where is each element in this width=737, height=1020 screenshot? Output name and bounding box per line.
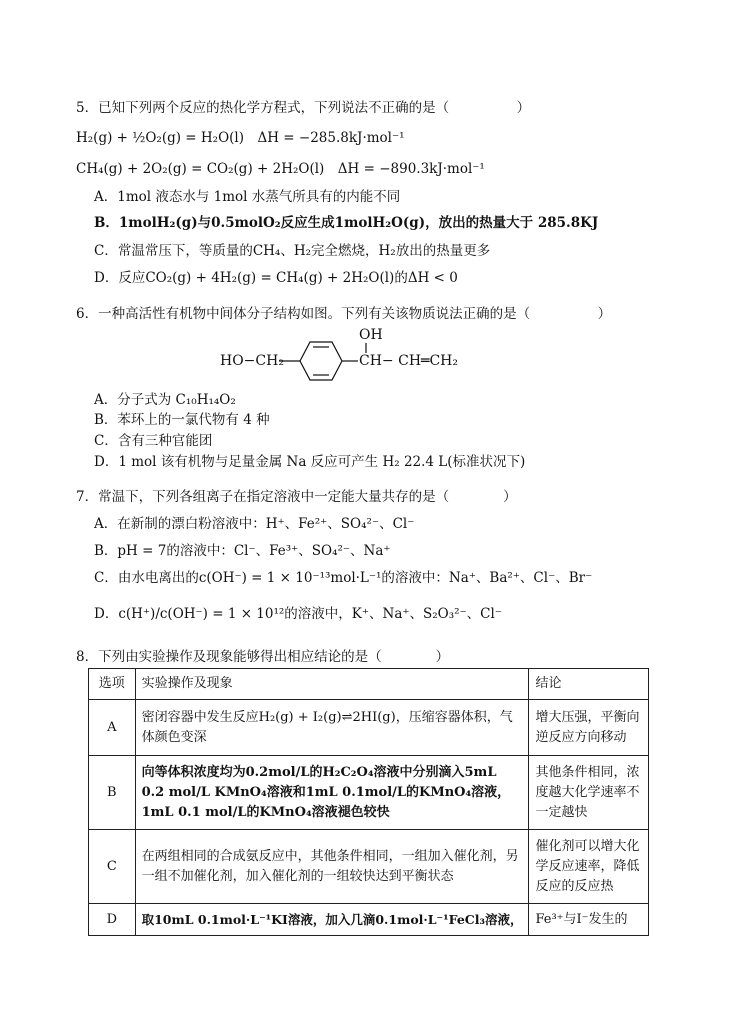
header-operation: 实验操作及现象 xyxy=(135,669,529,700)
q5-option-a: A．1mol 液态水与 1mol 水蒸气所具有的内能不同 xyxy=(94,189,401,205)
q7-option-c: C．由水电离出的c(OH⁻) = 1 × 10⁻¹³mol·L⁻¹的溶液中：Na⁺、Ba²⁺、Cl⁻、Br⁻ xyxy=(94,570,593,586)
q7-option-d: D．c(H⁺)/c(OH⁻) = 1 × 10¹²的溶液中，K⁺、Na⁺、S₂O₃²⁻、Cl⁻ xyxy=(94,606,502,622)
experiment-table xyxy=(88,668,649,936)
row-c-conclusion: 催化剂可以增大化学反应速率，降低反应的反应热 xyxy=(529,830,649,904)
row-d-option: D xyxy=(89,904,136,936)
header-option: 选项 xyxy=(89,669,136,700)
q6-option-b: B．苯环上的一氯代物有 4 种 xyxy=(94,412,270,428)
q6-option-a: A．分子式为 C₁₀H₁₄O₂ xyxy=(94,392,236,408)
table-row xyxy=(89,904,649,936)
row-a-conclusion: 增大压强，平衡向逆反应方向移动 xyxy=(529,700,649,756)
structure-left-group: HO−CH₂ xyxy=(220,353,284,369)
header-conclusion: 结论 xyxy=(529,669,649,700)
q5-stem: 5．已知下列两个反应的热化学方程式，下列说法不正确的是（ ） xyxy=(76,100,531,116)
q8-stem: 8．下列由实验操作及现象能够得出相应结论的是（ ） xyxy=(76,649,450,665)
row-b-operation: 向等体积浓度均为0.2mol/L的H₂C₂O₄溶液中分别滴入5mL 0.2 mol/L KMnO₄溶液和1mL 0.1mol/L的KMnO₄溶液，1mL 0.1 mol/L的KMnO₄溶液褪色较快 xyxy=(135,756,529,830)
q7-option-b: B．pH = 7的溶液中：Cl⁻、Fe³⁺、SO₄²⁻、Na⁺ xyxy=(94,543,391,559)
q6-stem: 6．一种高活性有机物中间体分子结构如图。下列有关该物质说法正确的是（ ） xyxy=(76,306,612,322)
row-b-option: B xyxy=(89,756,136,830)
row-d-operation: 取10mL 0.1mol·L⁻¹KI溶液，加入几滴0.1mol·L⁻¹FeCl₃溶液， xyxy=(135,904,529,936)
row-b-conclusion: 其他条件相同，浓度越大化学速率不一定越快 xyxy=(529,756,649,830)
table-row xyxy=(89,830,649,904)
row-c-operation: 在两组相同的合成氨反应中，其他条件相同，一组加入催化剂，另一组不加催化剂，加入催化剂的一组较快达到平衡状态 xyxy=(135,830,529,904)
structure-oh: OH xyxy=(359,327,383,343)
row-a-option: A xyxy=(89,700,136,756)
benzene-ring xyxy=(300,342,342,380)
q7-option-a: A．在新制的漂白粉溶液中：H⁺、Fe²⁺、SO₄²⁻、Cl⁻ xyxy=(94,516,415,532)
table-row xyxy=(89,756,649,830)
row-a-operation: 密闭容器中发生反应H₂(g) + I₂(g)⇌2HI(g)，压缩容器体积，气体颜色变深 xyxy=(135,700,529,756)
q7-stem: 7．常温下，下列各组离子在指定溶液中一定能大量共存的是（ ） xyxy=(76,489,517,505)
structure-right-group: CH− CH═CH₂ xyxy=(359,353,458,369)
table-row xyxy=(89,700,649,756)
q5-option-c: C．常温常压下，等质量的CH₄、H₂完全燃烧，H₂放出的热量更多 xyxy=(94,243,491,259)
q6-option-d: D．1 mol 该有机物与足量金属 Na 反应可产生 H₂ 22.4 L(标准状况下) xyxy=(94,454,526,470)
q5-option-b: B．1molH₂(g)与0.5molO₂反应生成1molH₂O(g)，放出的热量大于 285.8KJ xyxy=(94,215,599,231)
q5-equation-1: H₂(g) + ½O₂(g) = H₂O(l) ΔH = −285.8kJ·mol⁻¹ xyxy=(76,130,405,146)
row-d-conclusion: Fe³⁺与I⁻发生的 xyxy=(529,904,649,936)
q6-option-c: C．含有三种官能团 xyxy=(94,433,213,449)
row-c-option: C xyxy=(89,830,136,904)
q5-option-d: D．反应CO₂(g) + 4H₂(g) = CH₄(g) + 2H₂O(l)的ΔH < 0 xyxy=(94,270,458,286)
q5-equation-2: CH₄(g) + 2O₂(g) = CO₂(g) + 2H₂O(l) ΔH = −890.3kJ·mol⁻¹ xyxy=(76,161,485,177)
table-header-row xyxy=(89,669,649,700)
